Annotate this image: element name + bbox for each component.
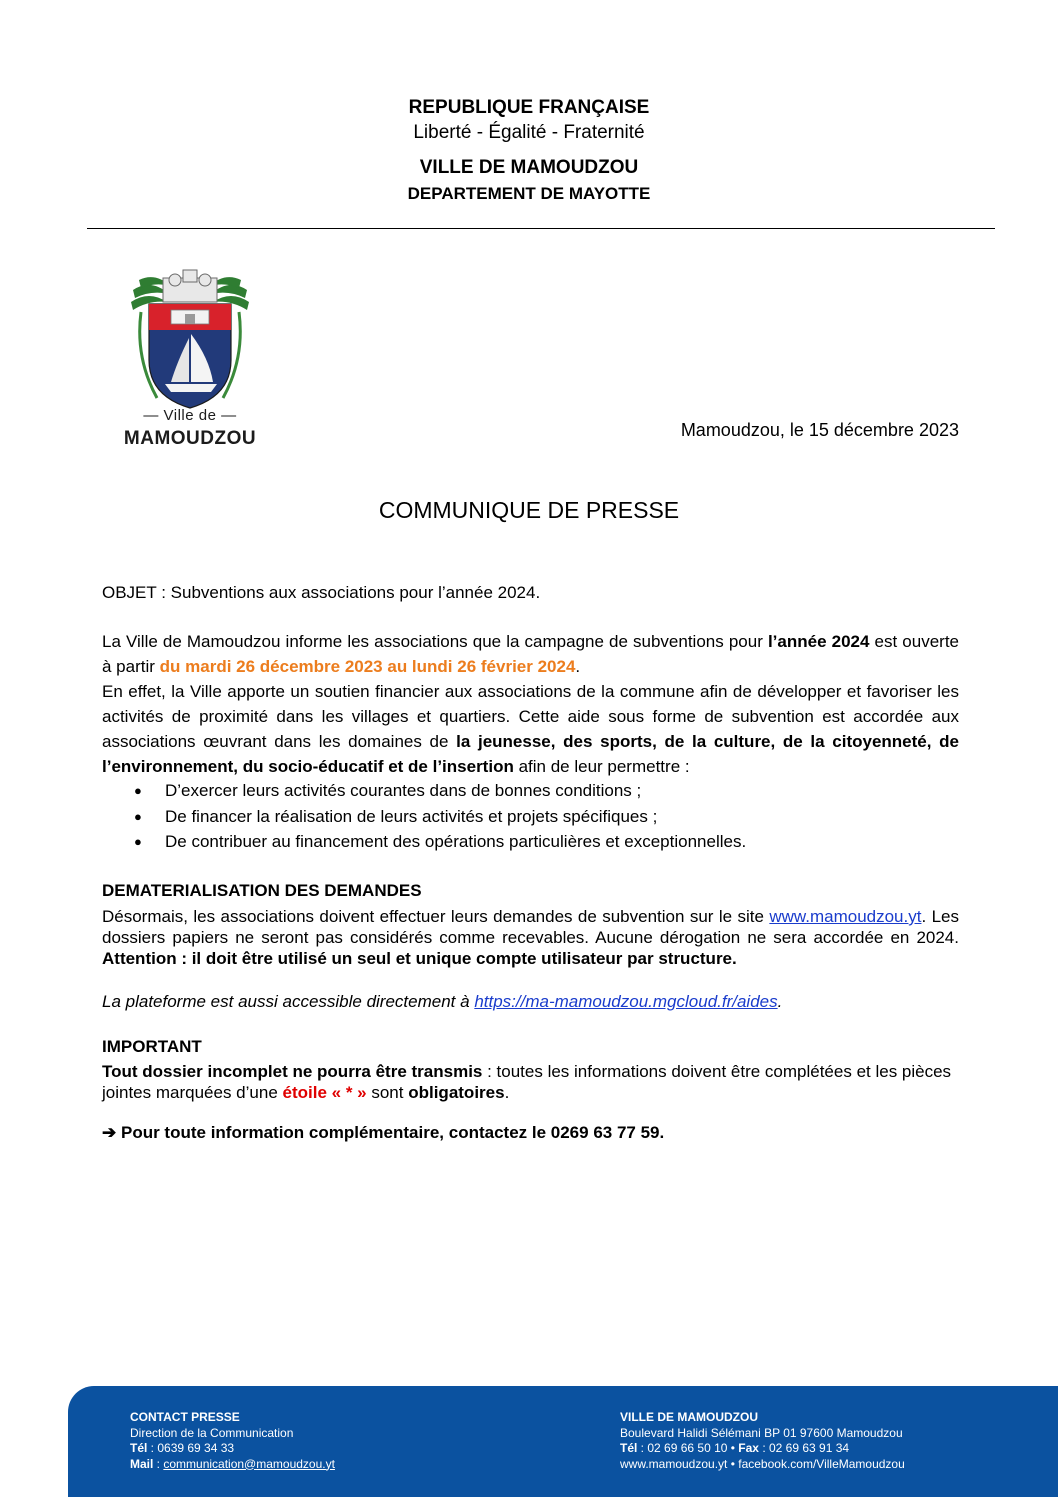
city-contact-heading: VILLE DE MAMOUDZOU xyxy=(620,1410,758,1424)
important-bold-2: obligatoires xyxy=(408,1083,505,1102)
intro-text-4: En effet, la Ville apporte un soutien financier aux associations de la commune afin de développer et favoriser les activités de proximité dans les villages et quartiers. Cette aide sous forme de subvention est accordée aux associations œuvrant dans les domaines de xyxy=(102,682,959,751)
press-contact-mail: Mail : communication@mamoudzou.yt xyxy=(130,1456,335,1471)
arrow-right-icon: ➔ xyxy=(102,1123,117,1142)
logo-text-city: MAMOUDZOU xyxy=(123,428,257,449)
dematerialisation-paragraph xyxy=(102,906,959,969)
city-heading: VILLE DE MAMOUDZOU xyxy=(419,157,639,178)
footer-banner xyxy=(68,1386,1058,1497)
important-heading: IMPORTANT xyxy=(102,1037,202,1056)
list-item xyxy=(102,829,959,855)
bullet-icon: ● xyxy=(134,808,142,824)
important-text-1: : toutes les informations doivent être complétées et les pièces jointes marquées d’une xyxy=(102,1062,952,1102)
intro-text-3: . xyxy=(575,657,581,676)
intro-domains: la jeunesse, des sports, de la culture, de la citoyenneté, de l’environnement, du socio-éducatif et de l’insertion xyxy=(102,732,959,776)
dematerialisation-heading: DEMATERIALISATION DES DEMANDES xyxy=(102,881,422,900)
website-link[interactable]: www.mamoudzou.yt xyxy=(769,907,922,926)
press-contact-phone: Tél : 0639 69 34 33 xyxy=(130,1441,235,1455)
list-item xyxy=(102,804,959,830)
page-title: COMMUNIQUE DE PRESSE xyxy=(378,497,680,523)
republic-motto: Liberté - Égalité - Fraternité xyxy=(413,122,645,143)
demat-warning: Attention : il doit être utilisé un seul et unique compte utilisateur par structure. xyxy=(102,949,737,968)
important-text-3: . xyxy=(504,1083,510,1102)
platform-link[interactable]: https://ma-mamoudzou.mgcloud.fr/aides xyxy=(474,992,778,1011)
important-text-2: sont xyxy=(366,1083,409,1102)
list-item-text: D’exercer leurs activités courantes dans de bonnes conditions ; xyxy=(165,781,642,800)
platform-paragraph xyxy=(102,989,959,1014)
intro-text-5: afin de leur permettre : xyxy=(513,757,690,776)
republic-heading: REPUBLIQUE FRANÇAISE xyxy=(408,97,650,118)
contact-info-line xyxy=(102,1123,664,1143)
city-web-links: www.mamoudzou.yt • facebook.com/VilleMamoudzou xyxy=(620,1456,905,1471)
header-divider xyxy=(87,228,995,229)
list-item-text: De contribuer au financement des opérations particulières et exceptionnelles. xyxy=(165,832,747,851)
important-paragraph xyxy=(102,1061,959,1103)
campaign-dates: du mardi 26 décembre 2023 au lundi 26 février 2024 xyxy=(159,657,576,676)
list-item xyxy=(102,778,959,804)
intro-year: l’année 2024 xyxy=(767,632,870,651)
objectives-list xyxy=(102,778,959,855)
platform-text-1: La plateforme est aussi accessible directement à xyxy=(102,992,475,1011)
platform-text-2: . xyxy=(777,992,783,1011)
subject-line: OBJET : Subventions aux associations pour l’année 2024. xyxy=(102,583,541,602)
demat-text-1: Désormais, les associations doivent effectuer leurs demandes de subvention sur le site xyxy=(102,907,770,926)
release-date: Mamoudzou, le 15 décembre 2023 xyxy=(680,420,959,440)
demat-text-2: . Les dossiers papiers ne seront pas considérés comme recevables. Aucune dérogation ne sera accordée en 2024. xyxy=(102,907,959,947)
city-phone-fax: Tél : 02 69 66 50 10 • Fax : 02 69 63 91 34 xyxy=(620,1441,850,1455)
logo-text-ville-de: — Ville de — xyxy=(143,407,237,424)
intro-paragraph xyxy=(102,629,959,779)
department-heading: DEPARTEMENT DE MAYOTTE xyxy=(407,184,651,203)
list-item-text: De financer la réalisation de leurs activités et projets spécifiques ; xyxy=(165,806,658,826)
press-contact-heading: CONTACT PRESSE xyxy=(130,1410,240,1424)
contact-info-text: Pour toute information complémentaire, contactez le 0269 63 77 59. xyxy=(120,1123,665,1142)
bullet-icon: ● xyxy=(134,834,142,849)
important-bold-1: Tout dossier incomplet ne pourra être transmis xyxy=(102,1062,483,1081)
required-star-note: étoile « * » xyxy=(282,1083,367,1102)
city-address: Boulevard Halidi Sélémani BP 01 97600 Mamoudzou xyxy=(620,1425,903,1440)
city-contact-block xyxy=(620,1410,905,1472)
press-contact-block xyxy=(130,1410,335,1472)
press-contact-department: Direction de la Communication xyxy=(130,1425,294,1440)
intro-text-2: est ouverte à partir xyxy=(102,632,960,676)
bullet-icon: ● xyxy=(134,783,142,798)
press-mail-link[interactable]: communication@mamoudzou.yt xyxy=(163,1456,335,1471)
intro-text-1: La Ville de Mamoudzou informe les associations que la campagne de subventions pour xyxy=(102,632,768,651)
